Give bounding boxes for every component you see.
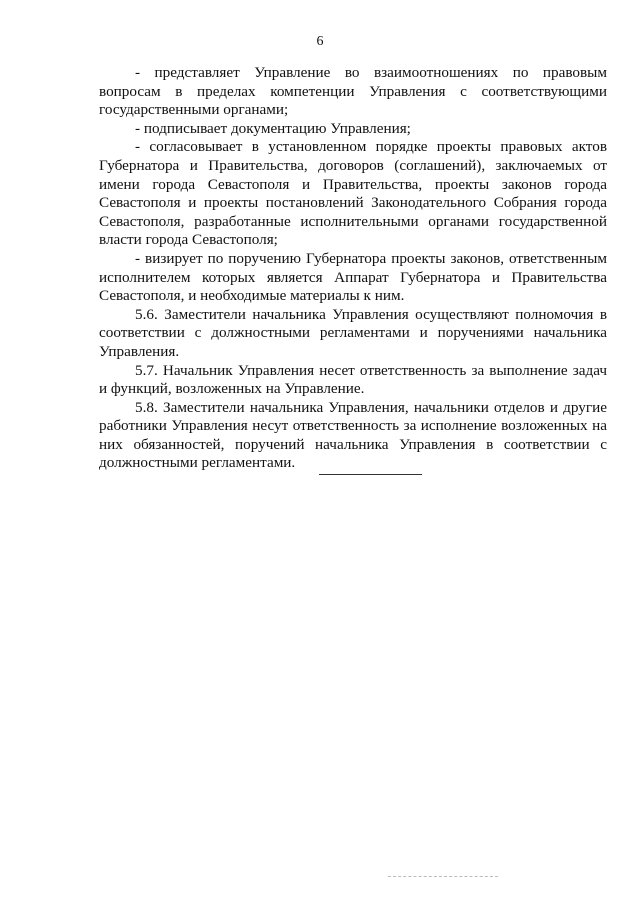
scan-artifact-line — [388, 876, 498, 877]
paragraph-5-6: 5.6. Заместители начальника Управления осуществляют полномочия в соответствии с должностными регламентами и поручениями начальника Управления. — [99, 305, 607, 360]
paragraph-approves: - согласовывает в установленном порядке проекты правовых актов Губернатора и Правительства, договоров (соглашений), заключаемых от имени города Севастополя и Правительства, проекты законов города Севастополя и проекты постановлений Законодательного Собрания города Севастополя, разработанные исполнительными органами государственной власти города Севастополя; — [99, 138, 607, 249]
paragraph-5-7: 5.7. Начальник Управления несет ответственность за выполнение задач и функций, возложенных на Управление. — [99, 361, 607, 398]
paragraph-5-8: 5.8. Заместители начальника Управления, начальники отделов и другие работники Управления несут ответственность за исполнение возложенных на них обязанностей, поручений начальника Управления в соответствии с должностными регламентами. — [99, 398, 607, 472]
page-number: 6 — [316, 34, 324, 49]
paragraph-represents: - представляет Управление во взаимоотношениях по правовым вопросам в пределах компетенции Управления с соответствующими государственными органами; — [99, 64, 607, 119]
paragraph-endorses: - визирует по поручению Губернатора проекты законов, ответственным исполнителем которых является Аппарат Губернатора и Правительства Севастополя, и необходимые материалы к ним. — [99, 249, 607, 305]
end-of-document-rule — [319, 474, 422, 475]
paragraph-signs: - подписывает документацию Управления; — [135, 119, 411, 137]
document-body — [99, 64, 607, 473]
